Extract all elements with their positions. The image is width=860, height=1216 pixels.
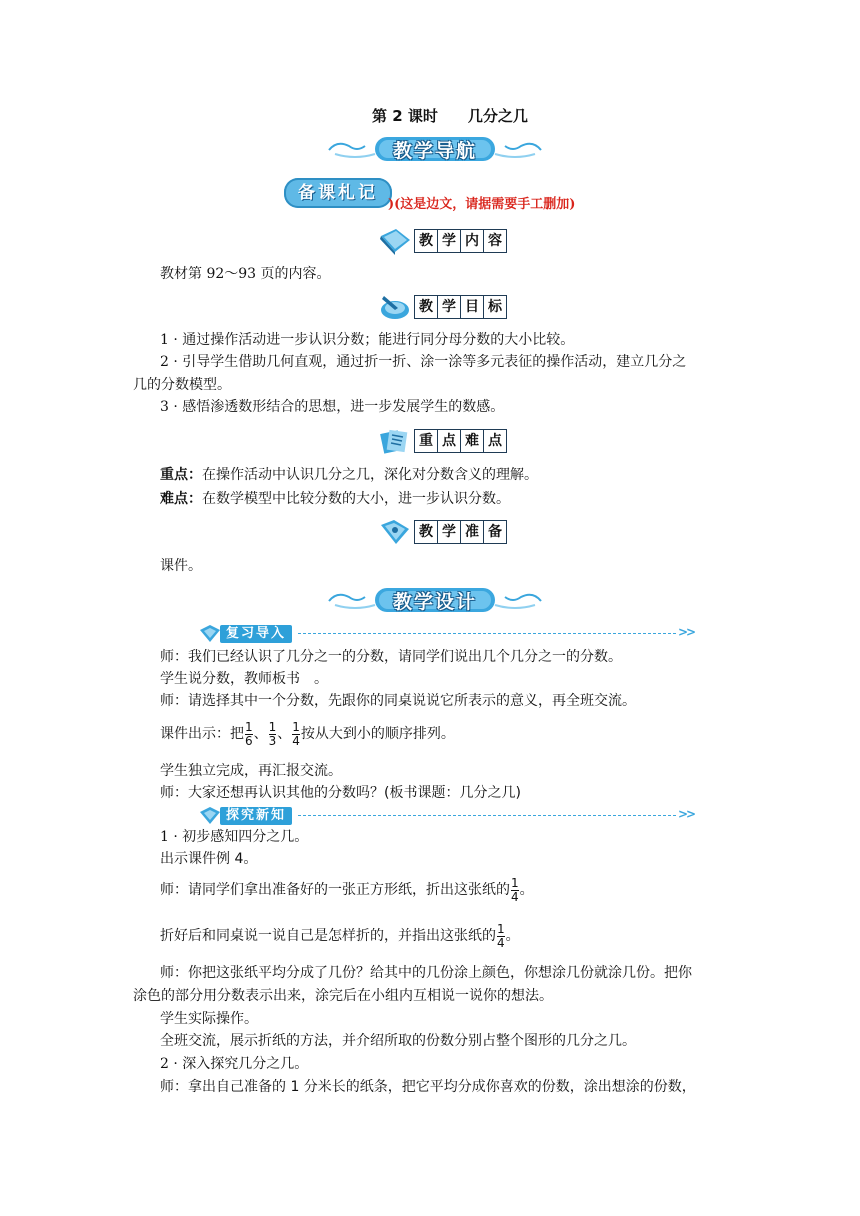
double-arrow-icon: >> (678, 807, 695, 821)
double-arrow-icon: >> (678, 625, 695, 639)
dashed-divider (298, 633, 676, 634)
review-line: 师：请选择其中一个分数，先跟你的同桌说说它所表示的意义，再全班交流。 (160, 693, 636, 709)
prep-text: 课件。 (160, 558, 202, 574)
section-title: 教 学 内 容 (414, 229, 507, 253)
fold-text: 折好后和同桌说一说自己是怎样折的，并指出这张纸的 (160, 928, 496, 944)
goal-item: 几的分数模型。 (133, 377, 231, 393)
tab-explore (198, 806, 698, 826)
difficulty-text: 在数学模型中比较分数的大小，进一步认识分数。 (202, 491, 510, 507)
fraction: $\frac{1}{3}$ (268, 719, 277, 748)
explore-line: 1 · 初步感知四分之几。 (160, 829, 309, 845)
review-line: 师：我们已经认识了几分之一的分数，请同学们说出几个几分之一的分数。 (160, 649, 622, 665)
tab-label: 探究新知 (220, 807, 292, 825)
banner-text: 教学导航 (392, 140, 477, 162)
content-text: 教材第 92～93 页的内容。 (160, 266, 331, 282)
review-line: 学生独立完成，再汇报交流。 (160, 763, 342, 779)
section-title: 教 学 目 标 (414, 295, 507, 319)
order-prefix: 课件出示：把 (160, 726, 244, 742)
review-line: 学生说分数，教师板书 。 (160, 671, 328, 687)
pen-book-icon (378, 292, 412, 322)
fold-text: 师：请同学们拿出准备好的一张正方形纸，折出这张纸的 (160, 882, 510, 898)
teaching-design-banner (325, 585, 545, 613)
folder-icon (378, 517, 412, 547)
papers-icon (378, 426, 412, 456)
explore-line: 师：你把这张纸平均分成了几份？给其中的几份涂上颜色，你想涂几份就涂几份。把你 (160, 965, 692, 981)
fraction: $\frac{1}{4}$ (511, 875, 519, 904)
explore-line: 2 · 深入探究几分之几。 (160, 1056, 309, 1072)
side-note: )(这是边文，请据需要手工删加) (388, 197, 576, 212)
separator: 、 (253, 726, 268, 742)
book-icon (378, 226, 412, 256)
key-text: 在操作活动中认识几分之几，深化对分数含义的理解。 (202, 467, 538, 483)
goal-item: 1 · 通过操作活动进一步认识分数；能进行同分母分数的大小比较。 (160, 332, 575, 348)
fold-line (160, 874, 534, 906)
punct: 。 (505, 928, 520, 944)
goal-item: 2 · 引导学生借助几何直观，通过折一折、涂一涂等多元表征的操作活动，建立几分之 (160, 354, 687, 370)
key-label: 重点： (160, 467, 202, 483)
separator: 、 (277, 726, 292, 742)
banner-text: 教学设计 (392, 591, 477, 613)
fraction: $\frac{1}{4}$ (292, 719, 300, 748)
fold-line (160, 920, 520, 952)
cube-icon (198, 804, 222, 826)
prep-notes-text: 备课札记 (298, 183, 378, 203)
goal-item: 3 · 感悟渗透数形结合的思想，进一步发展学生的数感。 (160, 399, 505, 415)
teaching-nav-banner (325, 134, 545, 162)
punct: 。 (519, 882, 534, 898)
dashed-divider (298, 815, 676, 816)
tab-label: 复习导入 (220, 625, 292, 643)
explore-line: 师：拿出自己准备的 1 分米长的纸条，把它平均分成你喜欢的份数，涂出想涂的份数， (160, 1079, 696, 1095)
difficulty-label: 难点： (160, 491, 202, 507)
order-suffix: 按从大到小的顺序排列。 (300, 726, 455, 742)
section-title: 重 点 难 点 (414, 429, 507, 453)
review-line: 师：大家还想再认识其他的分数吗？(板书课题：几分之几) (160, 785, 521, 801)
prep-notes-label (284, 178, 392, 208)
order-line (160, 718, 455, 750)
fraction: $\frac{1}{6}$ (245, 719, 253, 748)
key-point-line (160, 466, 538, 484)
explore-line: 学生实际操作。 (160, 1011, 258, 1027)
lesson-title: 第 2 课时 几分之几 (372, 107, 528, 125)
explore-line: 涂色的部分用分数表示出来，涂完后在小组内互相说一说你的想法。 (133, 988, 553, 1004)
difficulty-line (160, 490, 510, 508)
explore-line: 出示课件例 4。 (160, 851, 258, 867)
explore-line: 全班交流，展示折纸的方法，并介绍所取的份数分别占整个图形的几分之几。 (160, 1033, 636, 1049)
section-title: 教 学 准 备 (414, 520, 507, 544)
cube-icon (198, 622, 222, 644)
tab-review (198, 624, 698, 644)
fraction: $\frac{1}{4}$ (497, 921, 505, 950)
